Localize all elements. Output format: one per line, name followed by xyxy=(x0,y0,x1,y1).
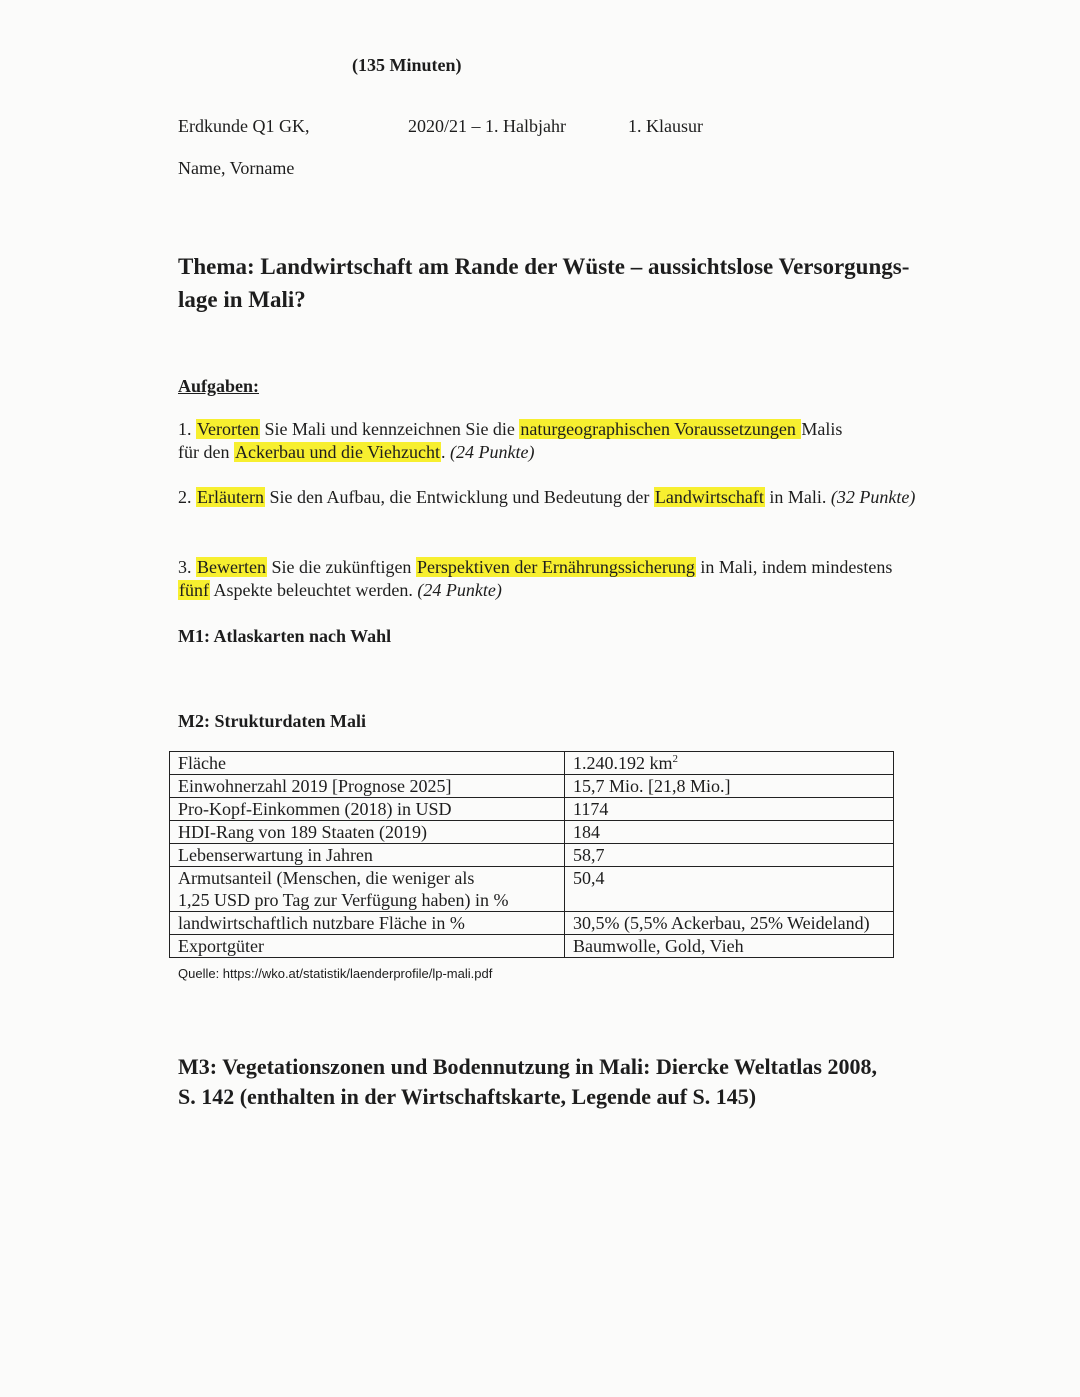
task-1-highlight-2: Ackerbau und die Viehzucht xyxy=(234,442,440,462)
table-cell-value: 58,7 xyxy=(565,844,894,867)
task-1-points: (24 Punkte) xyxy=(450,442,535,462)
task-1-highlight-1: naturgeographischen Voraussetzungen xyxy=(520,419,801,439)
table-row xyxy=(170,821,894,844)
table-cell-value: 15,7 Mio. [21,8 Mio.] xyxy=(565,775,894,798)
task-2 xyxy=(178,486,938,509)
table-cell-value: 1174 xyxy=(565,798,894,821)
task-3 xyxy=(178,556,938,602)
task-1-number: 1. xyxy=(178,419,196,439)
table-row xyxy=(170,912,894,935)
task-3-points: (24 Punkte) xyxy=(417,580,502,600)
m3-line-2: S. 142 (enthalten in der Wirtschaftskarte, Legende auf S. 145) xyxy=(178,1084,757,1109)
area-value: 1.240.192 km xyxy=(573,753,673,773)
material-m2-heading: M2: Strukturdaten Mali xyxy=(178,711,366,731)
task-1-text-2: Malis xyxy=(801,419,843,439)
table-cell-key xyxy=(170,867,565,912)
task-3-operator: Bewerten xyxy=(197,557,266,577)
table-source: Quelle: https://wko.at/statistik/laenderprofile/lp-mali.pdf xyxy=(178,966,493,981)
task-2-operator: Erläutern xyxy=(197,487,264,507)
poverty-key-line-2: 1,25 USD pro Tag zur Verfügung haben) in % xyxy=(178,890,509,910)
table-cell-key: HDI-Rang von 189 Staaten (2019) xyxy=(170,821,565,844)
task-1-text: Sie Mali und kennzeichnen Sie die xyxy=(259,419,520,439)
task-1 xyxy=(178,418,938,464)
tasks-heading: Aufgaben: xyxy=(178,376,260,396)
poverty-key-line-1: Armutsanteil (Menschen, die weniger als xyxy=(178,868,475,888)
task-1-text-3: für den xyxy=(178,442,234,462)
table-cell-value: Baumwolle, Gold, Vieh xyxy=(565,935,894,958)
task-3-text-3: Aspekte beleuchtet werden. xyxy=(210,580,418,600)
task-3-highlight-1: Perspektiven der Ernährungssicherung xyxy=(416,557,695,577)
task-3-text: Sie die zukünftigen xyxy=(266,557,416,577)
task-3-number: 3. xyxy=(178,557,196,577)
task-2-points: (32 Punkte) xyxy=(830,487,916,507)
m3-line-1: M3: Vegetationszonen und Bodennutzung in Mali: Diercke Weltatlas 2008, xyxy=(178,1054,877,1079)
table-cell-value: 184 xyxy=(565,821,894,844)
table-row xyxy=(170,844,894,867)
material-m1-heading: M1: Atlaskarten nach Wahl xyxy=(178,626,392,646)
table-cell-key: Lebenserwartung in Jahren xyxy=(170,844,565,867)
table-row xyxy=(170,935,894,958)
table-cell-value: 30,5% (5,5% Ackerbau, 25% Weideland) xyxy=(565,912,894,935)
subject-label: Erdkunde Q1 GK, xyxy=(178,116,310,136)
task-2-number: 2. xyxy=(178,487,196,507)
table-row xyxy=(170,752,894,775)
table-row xyxy=(170,775,894,798)
table-cell-key: Fläche xyxy=(170,752,565,775)
material-m3-heading xyxy=(178,1052,918,1112)
topic-line-2: lage in Mali? xyxy=(178,287,306,312)
task-2-text-2: in Mali. xyxy=(764,487,831,507)
table-cell-key: Exportgüter xyxy=(170,935,565,958)
name-field-label: Name, Vorname xyxy=(178,158,295,178)
task-1-operator: Verorten xyxy=(197,419,259,439)
task-3-highlight-2: fünf xyxy=(179,580,209,600)
task-1-text-4: . xyxy=(441,442,450,462)
school-year-label: 2020/21 – 1. Halbjahr xyxy=(408,116,566,136)
structure-data-table xyxy=(169,751,894,958)
duration-label: (135 Minuten) xyxy=(352,55,462,75)
exam-topic xyxy=(178,250,918,316)
table-cell-key: Pro-Kopf-Einkommen (2018) in USD xyxy=(170,798,565,821)
topic-line-1: Thema: Landwirtschaft am Rande der Wüste – aussichtslose Versorgungs- xyxy=(178,254,910,279)
task-2-highlight-1: Landwirtschaft xyxy=(654,487,764,507)
task-2-text: Sie den Aufbau, die Entwicklung und Bedeutung der xyxy=(264,487,654,507)
area-unit-exponent: 2 xyxy=(672,753,679,765)
table-row xyxy=(170,798,894,821)
exam-label: 1. Klausur xyxy=(628,116,703,136)
table-cell-value xyxy=(565,752,894,775)
table-cell-key: landwirtschaftlich nutzbare Fläche in % xyxy=(170,912,565,935)
table-cell-key: Einwohnerzahl 2019 [Prognose 2025] xyxy=(170,775,565,798)
table-cell-value: 50,4 xyxy=(565,867,894,912)
task-3-text-2: in Mali, indem mindestens xyxy=(695,557,893,577)
table-row xyxy=(170,867,894,912)
